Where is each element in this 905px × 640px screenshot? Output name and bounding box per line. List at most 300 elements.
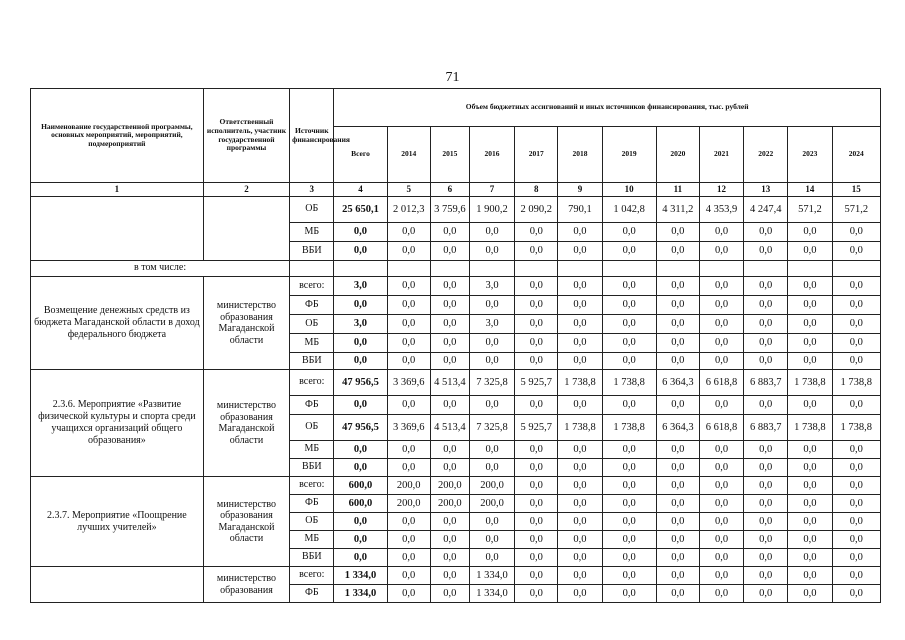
year-value: 0,0 [387,223,430,242]
year-value: 0,0 [430,585,469,603]
year-value: 0,0 [387,567,430,585]
year-value: 0,0 [656,315,699,334]
total-value: 0,0 [334,396,387,415]
year-value: 1 738,8 [788,370,832,396]
empty-cell [788,261,832,277]
year-value: 0,0 [832,441,880,459]
funding-source: ОБ [290,415,334,441]
funding-source: МБ [290,531,334,549]
year-value: 0,0 [430,353,469,370]
measure-name: 2.3.6. Мероприятие «Развитие физической культуры и спорта среди учащихся организаций общего образования» [31,370,204,477]
header-year: 2016 [469,127,514,183]
year-value: 6 364,3 [656,415,699,441]
year-value: 4 353,9 [699,197,743,223]
year-value: 0,0 [744,531,788,549]
year-value: 0,0 [387,531,430,549]
empty-cell [290,261,334,277]
year-value: 0,0 [656,513,699,531]
year-value: 0,0 [832,353,880,370]
year-value: 0,0 [744,585,788,603]
total-value: 0,0 [334,513,387,531]
total-value: 600,0 [334,477,387,495]
year-value: 0,0 [387,585,430,603]
year-value: 0,0 [469,396,514,415]
year-value: 0,0 [788,353,832,370]
year-value: 0,0 [430,334,469,353]
header-source: Источник финансирования [290,89,334,183]
year-value: 0,0 [832,242,880,261]
header-year: 2018 [558,127,602,183]
column-number: 3 [290,183,334,197]
empty-cell [430,261,469,277]
year-value: 0,0 [387,549,430,567]
year-value: 0,0 [699,353,743,370]
year-value: 0,0 [469,242,514,261]
year-value: 0,0 [699,549,743,567]
year-value: 0,0 [515,459,558,477]
year-value: 0,0 [469,353,514,370]
year-value: 0,0 [430,513,469,531]
year-value: 0,0 [699,223,743,242]
year-value: 0,0 [788,296,832,315]
year-value: 5 925,7 [515,370,558,396]
year-value: 0,0 [602,223,656,242]
year-value: 0,0 [387,396,430,415]
year-value: 1 900,2 [469,197,514,223]
year-value: 0,0 [515,441,558,459]
year-value: 0,0 [430,567,469,585]
year-value: 0,0 [656,495,699,513]
year-value: 0,0 [788,223,832,242]
year-value: 0,0 [699,296,743,315]
year-value: 1 334,0 [469,567,514,585]
year-value: 0,0 [558,396,602,415]
funding-source: ОБ [290,513,334,531]
year-value: 0,0 [515,242,558,261]
including-label: в том числе: [31,261,290,277]
year-value: 0,0 [744,315,788,334]
total-value: 0,0 [334,441,387,459]
measure-executor [203,197,289,261]
total-value: 0,0 [334,296,387,315]
year-value: 0,0 [832,477,880,495]
year-value: 0,0 [602,353,656,370]
column-number: 14 [788,183,832,197]
year-value: 3,0 [469,315,514,334]
budget-table [30,88,881,603]
year-value: 0,0 [656,459,699,477]
year-value: 0,0 [430,277,469,296]
year-value: 0,0 [744,495,788,513]
total-value: 47 956,5 [334,370,387,396]
year-value: 0,0 [387,296,430,315]
funding-source: ФБ [290,495,334,513]
year-value: 0,0 [387,242,430,261]
year-value: 0,0 [788,441,832,459]
measure-name: 2.3.7. Мероприятие «Поощрение лучших учителей» [31,477,204,567]
year-value: 0,0 [558,223,602,242]
year-value: 0,0 [602,396,656,415]
year-value: 5 925,7 [515,415,558,441]
total-value: 25 650,1 [334,197,387,223]
year-value: 0,0 [558,296,602,315]
year-value: 0,0 [788,513,832,531]
measure-executor: министерство образования [203,567,289,603]
year-value: 2 012,3 [387,197,430,223]
header-year: 2019 [602,127,656,183]
year-value: 0,0 [656,277,699,296]
year-value: 1 738,8 [832,415,880,441]
year-value: 200,0 [387,477,430,495]
year-value: 0,0 [744,242,788,261]
year-value: 0,0 [832,549,880,567]
year-value: 0,0 [744,549,788,567]
column-number: 15 [832,183,880,197]
year-value: 0,0 [558,277,602,296]
column-number: 13 [744,183,788,197]
funding-source: ВБИ [290,459,334,477]
year-value: 0,0 [558,549,602,567]
year-value: 0,0 [788,585,832,603]
year-value: 0,0 [744,477,788,495]
empty-cell [744,261,788,277]
total-value: 3,0 [334,277,387,296]
year-value: 0,0 [602,513,656,531]
year-value: 0,0 [602,315,656,334]
header-total: Всего [334,127,387,183]
year-value: 1 738,8 [558,415,602,441]
year-value: 0,0 [387,513,430,531]
year-value: 0,0 [558,531,602,549]
year-value: 6 618,8 [699,415,743,441]
header-year: 2024 [832,127,880,183]
year-value: 0,0 [699,513,743,531]
year-value: 0,0 [788,242,832,261]
funding-source: МБ [290,223,334,242]
year-value: 0,0 [602,441,656,459]
year-value: 0,0 [699,567,743,585]
year-value: 0,0 [832,396,880,415]
header-year: 2015 [430,127,469,183]
year-value: 1 738,8 [832,370,880,396]
year-value: 0,0 [699,277,743,296]
header-year: 2021 [699,127,743,183]
year-value: 0,0 [788,531,832,549]
year-value: 0,0 [558,585,602,603]
year-value: 0,0 [515,296,558,315]
year-value: 0,0 [469,531,514,549]
column-number: 12 [699,183,743,197]
year-value: 0,0 [515,477,558,495]
header-volume: Объем бюджетных ассигнований и иных источников финансирования, тыс. рублей [334,89,881,127]
year-value: 0,0 [558,441,602,459]
year-value: 0,0 [430,242,469,261]
column-number: 9 [558,183,602,197]
year-value: 0,0 [387,315,430,334]
year-value: 0,0 [744,513,788,531]
year-value: 200,0 [430,477,469,495]
year-value: 0,0 [832,513,880,531]
total-value: 0,0 [334,353,387,370]
year-value: 0,0 [558,315,602,334]
year-value: 0,0 [744,353,788,370]
year-value: 0,0 [656,531,699,549]
year-value: 200,0 [469,495,514,513]
year-value: 0,0 [558,513,602,531]
year-value: 4 247,4 [744,197,788,223]
column-number: 2 [203,183,289,197]
header-year: 2017 [515,127,558,183]
total-value: 47 956,5 [334,415,387,441]
year-value: 0,0 [788,334,832,353]
year-value: 0,0 [788,459,832,477]
year-value: 0,0 [558,477,602,495]
column-number: 4 [334,183,387,197]
header-executor: Ответственный исполнитель, участник государственной программы [203,89,289,183]
year-value: 0,0 [602,477,656,495]
total-value: 1 334,0 [334,585,387,603]
year-value: 0,0 [744,223,788,242]
total-value: 0,0 [334,223,387,242]
year-value: 0,0 [602,334,656,353]
funding-source: ФБ [290,296,334,315]
total-value: 0,0 [334,549,387,567]
total-value: 1 334,0 [334,567,387,585]
empty-cell [515,261,558,277]
year-value: 0,0 [832,334,880,353]
table-row [31,277,881,296]
year-value: 0,0 [656,334,699,353]
year-value: 200,0 [387,495,430,513]
year-value: 790,1 [558,197,602,223]
funding-source: ОБ [290,197,334,223]
year-value: 0,0 [602,296,656,315]
year-value: 0,0 [469,296,514,315]
funding-source: ОБ [290,315,334,334]
year-value: 1 042,8 [602,197,656,223]
year-value: 0,0 [656,296,699,315]
year-value: 0,0 [515,334,558,353]
year-value: 0,0 [699,459,743,477]
year-value: 0,0 [832,459,880,477]
column-number: 10 [602,183,656,197]
year-value: 3 369,6 [387,415,430,441]
total-value: 3,0 [334,315,387,334]
year-value: 7 325,8 [469,415,514,441]
year-value: 0,0 [387,441,430,459]
table-row [31,370,881,396]
year-value: 0,0 [430,549,469,567]
year-value: 0,0 [430,223,469,242]
column-number: 7 [469,183,514,197]
year-value: 0,0 [656,585,699,603]
table-row [31,567,881,585]
column-number: 6 [430,183,469,197]
year-value: 0,0 [699,396,743,415]
year-value: 200,0 [430,495,469,513]
funding-source: ВБИ [290,549,334,567]
year-value: 0,0 [430,396,469,415]
header-year: 2022 [744,127,788,183]
year-value: 0,0 [430,531,469,549]
year-value: 0,0 [656,441,699,459]
year-value: 0,0 [387,459,430,477]
year-value: 0,0 [788,549,832,567]
funding-source: ВБИ [290,353,334,370]
year-value: 7 325,8 [469,370,514,396]
year-value: 0,0 [699,585,743,603]
year-value: 0,0 [656,223,699,242]
empty-cell [334,261,387,277]
year-value: 0,0 [699,531,743,549]
year-value: 0,0 [430,315,469,334]
table-row [31,477,881,495]
year-value: 0,0 [387,334,430,353]
year-value: 0,0 [832,223,880,242]
year-value: 0,0 [744,459,788,477]
year-value: 0,0 [515,567,558,585]
total-value: 0,0 [334,459,387,477]
column-number: 8 [515,183,558,197]
year-value: 0,0 [788,396,832,415]
year-value: 0,0 [515,223,558,242]
year-value: 0,0 [699,242,743,261]
empty-cell [832,261,880,277]
funding-source: всего: [290,567,334,585]
year-value: 0,0 [744,296,788,315]
year-value: 0,0 [656,353,699,370]
measure-executor: министерство образования Магаданской области [203,277,289,370]
column-number: 11 [656,183,699,197]
funding-source: всего: [290,370,334,396]
year-value: 0,0 [515,277,558,296]
year-value: 0,0 [469,334,514,353]
year-value: 1 738,8 [602,415,656,441]
funding-source: всего: [290,477,334,495]
year-value: 0,0 [788,567,832,585]
year-value: 0,0 [515,353,558,370]
year-value: 0,0 [832,531,880,549]
year-value: 0,0 [788,477,832,495]
year-value: 0,0 [699,477,743,495]
header-year: 2023 [788,127,832,183]
year-value: 0,0 [699,334,743,353]
year-value: 0,0 [558,242,602,261]
year-value: 0,0 [788,315,832,334]
funding-source: ФБ [290,396,334,415]
year-value: 0,0 [699,315,743,334]
year-value: 6 618,8 [699,370,743,396]
year-value: 1 334,0 [469,585,514,603]
header-name: Наименование государственной программы, основных мероприятий, мероприятий, подмероприятий [31,89,204,183]
year-value: 1 738,8 [788,415,832,441]
year-value: 0,0 [832,296,880,315]
year-value: 6 883,7 [744,415,788,441]
empty-cell [558,261,602,277]
year-value: 4 513,4 [430,370,469,396]
year-value: 0,0 [469,513,514,531]
including-row [31,261,881,277]
year-value: 0,0 [744,567,788,585]
year-value: 0,0 [832,495,880,513]
year-value: 0,0 [515,315,558,334]
total-value: 0,0 [334,242,387,261]
year-value: 0,0 [744,277,788,296]
year-value: 0,0 [656,549,699,567]
header-year: 2014 [387,127,430,183]
year-value: 0,0 [656,477,699,495]
year-value: 0,0 [602,277,656,296]
year-value: 0,0 [515,513,558,531]
year-value: 0,0 [656,567,699,585]
year-value: 0,0 [699,495,743,513]
total-value: 600,0 [334,495,387,513]
funding-source: всего: [290,277,334,296]
measure-name: Возмещение денежных средств из бюджета Магаданской области в доход федерального бюджета [31,277,204,370]
year-value: 0,0 [832,567,880,585]
year-value: 3,0 [469,277,514,296]
year-value: 6 883,7 [744,370,788,396]
year-value: 0,0 [602,567,656,585]
total-value: 0,0 [334,334,387,353]
year-value: 2 090,2 [515,197,558,223]
year-value: 200,0 [469,477,514,495]
empty-cell [387,261,430,277]
table-row [31,197,881,223]
year-value: 0,0 [515,585,558,603]
year-value: 0,0 [744,441,788,459]
year-value: 0,0 [558,353,602,370]
year-value: 0,0 [832,585,880,603]
year-value: 1 738,8 [558,370,602,396]
year-value: 1 738,8 [602,370,656,396]
year-value: 4 513,4 [430,415,469,441]
year-value: 0,0 [430,296,469,315]
year-value: 0,0 [430,459,469,477]
year-value: 0,0 [602,531,656,549]
empty-cell [699,261,743,277]
year-value: 3 369,6 [387,370,430,396]
year-value: 0,0 [602,242,656,261]
year-value: 571,2 [832,197,880,223]
year-value: 0,0 [558,495,602,513]
year-value: 0,0 [744,396,788,415]
year-value: 0,0 [832,315,880,334]
year-value: 0,0 [602,495,656,513]
page-number: 71 [445,70,460,85]
header-year: 2020 [656,127,699,183]
year-value: 0,0 [832,277,880,296]
year-value: 0,0 [699,441,743,459]
funding-source: МБ [290,334,334,353]
year-value: 0,0 [469,549,514,567]
empty-cell [469,261,514,277]
funding-source: МБ [290,441,334,459]
empty-cell [656,261,699,277]
measure-name [31,197,204,261]
year-value: 0,0 [515,531,558,549]
year-value: 0,0 [788,277,832,296]
measure-executor: министерство образования Магаданской области [203,477,289,567]
year-value: 571,2 [788,197,832,223]
year-value: 0,0 [469,459,514,477]
year-value: 0,0 [788,495,832,513]
year-value: 0,0 [744,334,788,353]
year-value: 6 364,3 [656,370,699,396]
year-value: 0,0 [469,223,514,242]
year-value: 0,0 [430,441,469,459]
year-value: 0,0 [558,459,602,477]
